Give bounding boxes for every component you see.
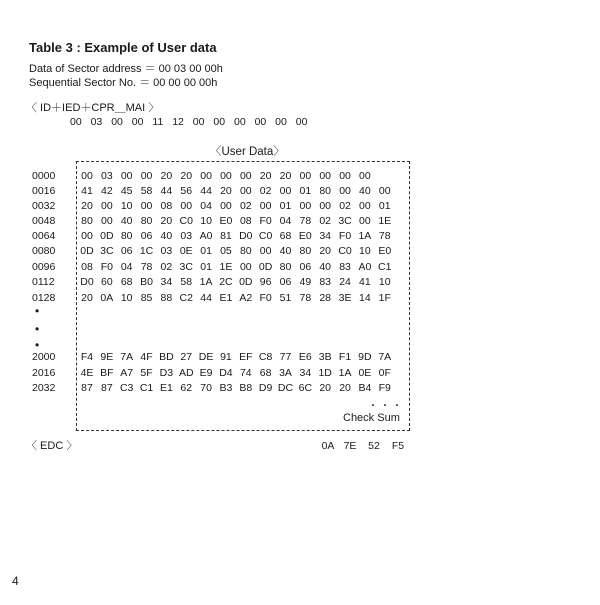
hex-byte: 02 [259, 185, 272, 197]
hex-byte: 80 [120, 230, 133, 242]
hex-byte: AD [178, 367, 194, 379]
hex-byte: 00 [101, 215, 113, 227]
hex-byte: 1C [139, 245, 154, 257]
hex-byte: 62 [180, 382, 193, 394]
hex-byte: 80 [319, 185, 332, 197]
hex-byte: B0 [140, 276, 153, 288]
hex-byte: 58 [140, 185, 153, 197]
hex-byte: C1 [139, 382, 154, 394]
hex-byte: 68 [259, 367, 272, 379]
hex-byte: 24 [339, 276, 351, 288]
hex-byte: 44 [160, 185, 173, 197]
hex-byte: D0 [80, 276, 94, 288]
hex-byte: 00 [200, 170, 212, 182]
hex-byte: 00 [180, 200, 193, 212]
hex-byte: 80 [239, 245, 252, 257]
hex-byte: 06 [299, 261, 312, 273]
edc-byte: 7E [343, 440, 357, 452]
hex-byte: B3 [219, 382, 233, 394]
hex-byte: 91 [220, 351, 232, 363]
hex-byte: 3C [338, 215, 352, 227]
hex-byte: 10 [200, 215, 212, 227]
hex-byte: 87 [81, 382, 93, 394]
hex-byte: 2C [219, 276, 233, 288]
hex-byte: 56 [180, 185, 193, 197]
hex-byte: 20 [180, 170, 193, 182]
hex-byte: 27 [180, 351, 193, 363]
hex-byte: C0 [179, 215, 193, 227]
hex-byte: 0A [100, 292, 114, 304]
edc-label: 〈 EDC 〉 [26, 440, 78, 452]
sequential-sector-line: Sequential Sector No. ＝ 00 00 00 00h [29, 77, 218, 89]
hex-byte: 1D [318, 367, 332, 379]
edc-byte: F5 [391, 440, 405, 452]
hex-byte: 80 [299, 245, 312, 257]
hex-byte: E9 [199, 367, 213, 379]
hex-byte: 20 [259, 170, 272, 182]
hex-byte: 6C [298, 382, 313, 394]
hex-byte: D4 [219, 367, 233, 379]
hex-byte: 02 [160, 261, 173, 273]
hex-byte: 00 [279, 185, 292, 197]
hex-byte: 34 [319, 230, 332, 242]
hex-byte: 20 [160, 170, 173, 182]
hex-byte: 3C [179, 261, 193, 273]
hex-byte: 1A [338, 367, 352, 379]
sector-address-line: Data of Sector address ＝ 00 03 00 00h [29, 63, 223, 75]
hex-byte: E0 [378, 245, 392, 257]
row-address: 2016 [32, 367, 56, 379]
hex-byte: 96 [259, 276, 272, 288]
hex-byte: 20 [279, 170, 292, 182]
row-address: 0064 [32, 230, 56, 242]
hex-byte: 1A [358, 230, 372, 242]
hex-byte: 0E [358, 367, 372, 379]
hex-byte: 70 [200, 382, 212, 394]
hex-byte: 5F [140, 367, 153, 379]
hex-byte: 1F [378, 292, 391, 304]
hex-byte: 1A [199, 276, 213, 288]
hex-byte: B8 [239, 382, 253, 394]
hex-byte: BD [159, 351, 174, 363]
hex-byte: 1E [219, 261, 233, 273]
hex-byte: 08 [160, 200, 173, 212]
hex-byte: F0 [259, 215, 272, 227]
hex-byte: 0D [258, 261, 273, 273]
hex-byte: 80 [81, 215, 93, 227]
hex-byte: 44 [200, 185, 212, 197]
row-address: 0048 [32, 215, 56, 227]
hex-byte: 00 [140, 170, 153, 182]
ellipsis-dot: • [35, 304, 40, 318]
hex-byte: 20 [81, 200, 93, 212]
hex-byte: 0D [239, 276, 253, 288]
hex-byte: 00 [378, 185, 391, 197]
hex-byte: 01 [378, 200, 391, 212]
hex-byte: 01 [279, 200, 292, 212]
hex-byte: 00 [339, 185, 351, 197]
hex-byte: 78 [140, 261, 153, 273]
hex-byte: 10 [120, 200, 133, 212]
hex-byte: 7A [120, 351, 134, 363]
hex-byte: 20 [81, 292, 93, 304]
hex-byte: 00 [259, 200, 272, 212]
hex-byte: F0 [259, 292, 272, 304]
hex-byte: 10 [120, 292, 133, 304]
ellipsis-dot: • [35, 338, 40, 352]
hex-byte: F9 [378, 382, 391, 394]
hex-byte: EF [239, 351, 253, 363]
hex-byte: C1 [378, 261, 392, 273]
hex-byte: 03 [160, 245, 173, 257]
hex-byte: 01 [200, 261, 212, 273]
hex-byte: 20 [319, 245, 332, 257]
table-title: Table 3 : Example of User data [29, 40, 217, 55]
hex-byte: 04 [200, 200, 212, 212]
user-data-label: 〈User Data〉 [210, 146, 285, 158]
hex-byte: 20 [160, 215, 173, 227]
hex-byte: 68 [279, 230, 292, 242]
hex-byte: 05 [220, 245, 232, 257]
hex-byte: 00 [319, 200, 332, 212]
hex-byte: 41 [81, 185, 93, 197]
hex-byte: 06 [120, 245, 133, 257]
hex-byte: 85 [140, 292, 153, 304]
row-address: 0096 [32, 261, 56, 273]
hex-byte: 77 [279, 351, 292, 363]
hex-byte: 78 [299, 215, 312, 227]
hex-byte: 9E [100, 351, 114, 363]
continuation-dots: ・・・ [368, 401, 404, 412]
hex-byte: 20 [220, 185, 232, 197]
hex-byte: A7 [120, 367, 134, 379]
hex-byte: 00 [81, 230, 93, 242]
hex-byte: E0 [298, 230, 312, 242]
hex-byte: 02 [239, 200, 252, 212]
check-sum-label: Check Sum [343, 412, 400, 424]
row-address: 0000 [32, 170, 56, 182]
hex-byte: 00 [339, 170, 351, 182]
hex-byte: D0 [239, 230, 253, 242]
hex-byte: 00 [259, 245, 272, 257]
hex-byte: 04 [120, 261, 133, 273]
hex-byte: DC [277, 382, 294, 394]
hex-byte: 40 [120, 215, 133, 227]
hex-byte: 00 [299, 170, 312, 182]
hex-byte: 04 [279, 215, 292, 227]
hex-byte: E1 [159, 382, 173, 394]
hex-byte: 20 [319, 382, 332, 394]
edc-byte: 0A [321, 440, 335, 452]
row-address: 0016 [32, 185, 56, 197]
hex-byte: D3 [159, 367, 174, 379]
hex-byte: 68 [120, 276, 133, 288]
hex-byte: 3E [338, 292, 352, 304]
hex-byte: 02 [339, 200, 351, 212]
hex-byte: 34 [160, 276, 173, 288]
row-address: 0128 [32, 292, 56, 304]
hex-byte: 40 [319, 261, 332, 273]
hex-byte: 87 [101, 382, 113, 394]
hex-byte: 03 [180, 230, 193, 242]
hex-byte: 0F [378, 367, 391, 379]
hex-byte: 44 [200, 292, 212, 304]
hex-byte: 83 [339, 261, 351, 273]
hex-byte: E1 [219, 292, 233, 304]
hex-byte: 45 [120, 185, 133, 197]
hex-byte: 00 [101, 200, 113, 212]
hex-byte: 08 [81, 261, 93, 273]
hex-byte: 9D [358, 351, 372, 363]
hex-byte: 7A [378, 351, 392, 363]
ellipsis-dot: • [35, 322, 40, 336]
row-address: 2000 [32, 351, 56, 363]
hex-byte: C2 [179, 292, 193, 304]
hex-byte: 28 [319, 292, 332, 304]
hex-byte: C0 [258, 230, 273, 242]
hex-byte: 4F [140, 351, 153, 363]
id-values: 00 03 00 00 11 12 00 00 00 00 00 00 [70, 116, 308, 128]
hex-byte: A0 [358, 261, 372, 273]
hex-byte: 00 [359, 200, 371, 212]
hex-byte: 81 [220, 230, 232, 242]
hex-byte: 06 [140, 230, 153, 242]
hex-byte: 3B [318, 351, 332, 363]
hex-byte: 40 [160, 230, 173, 242]
hex-byte: 02 [319, 215, 332, 227]
hex-byte: 00 [319, 170, 332, 182]
hex-byte: A0 [199, 230, 213, 242]
hex-byte: 00 [81, 170, 93, 182]
hex-byte: 20 [339, 382, 351, 394]
hex-byte: BF [100, 367, 114, 379]
hex-byte: 14 [359, 292, 371, 304]
hex-byte: E6 [298, 351, 312, 363]
hex-byte: C3 [119, 382, 134, 394]
hex-byte: 40 [359, 185, 371, 197]
hex-byte: 01 [299, 185, 312, 197]
row-address: 0112 [32, 276, 55, 288]
hex-byte: 3A [279, 367, 292, 379]
hex-byte: F4 [80, 351, 94, 363]
hex-byte: 00 [299, 200, 312, 212]
page-number: 4 [12, 574, 19, 588]
hex-byte: 49 [299, 276, 312, 288]
hex-byte: 08 [239, 215, 252, 227]
hex-byte: 42 [101, 185, 113, 197]
hex-byte: 58 [180, 276, 193, 288]
hex-byte: 1E [378, 215, 392, 227]
hex-byte: 03 [101, 170, 113, 182]
hex-byte: C0 [338, 245, 352, 257]
hex-byte: F1 [338, 351, 352, 363]
hex-byte: 00 [220, 170, 232, 182]
hex-byte: E0 [219, 215, 233, 227]
hex-byte: C8 [258, 351, 273, 363]
hex-byte: 00 [239, 261, 252, 273]
hex-byte: 40 [279, 245, 292, 257]
hex-byte: 80 [140, 215, 153, 227]
hex-byte: 06 [279, 276, 292, 288]
hex-byte: 00 [239, 170, 252, 182]
hex-byte: 00 [140, 200, 153, 212]
hex-byte: F0 [100, 261, 113, 273]
row-address: 2032 [32, 382, 56, 394]
hex-byte: 78 [378, 230, 391, 242]
edc-byte: 52 [368, 440, 380, 452]
hex-byte: 00 [220, 200, 232, 212]
hex-byte: 01 [200, 245, 212, 257]
id-label: 〈 ID＋IED＋CPR＿MAI 〉 [26, 102, 160, 114]
hex-byte: 3C [100, 245, 114, 257]
hex-byte: 78 [299, 292, 312, 304]
hex-byte: D9 [258, 382, 273, 394]
hex-byte: 0D [100, 230, 114, 242]
hex-byte: 34 [299, 367, 312, 379]
row-address: 0032 [32, 200, 56, 212]
hex-byte: B4 [358, 382, 372, 394]
hex-byte: 00 [239, 185, 252, 197]
hex-byte: 83 [319, 276, 332, 288]
hex-byte: 0D [80, 245, 94, 257]
hex-byte: 4E [80, 367, 94, 379]
row-address: 0080 [32, 245, 56, 257]
hex-byte: F0 [338, 230, 352, 242]
hex-byte: 41 [359, 276, 371, 288]
hex-byte: 0E [179, 245, 193, 257]
hex-byte: 88 [160, 292, 173, 304]
hex-byte: 80 [279, 261, 292, 273]
hex-byte: 60 [101, 276, 113, 288]
hex-byte: 10 [359, 245, 371, 257]
hex-byte: 00 [359, 170, 371, 182]
hex-byte: 51 [279, 292, 292, 304]
hex-byte: 00 [359, 215, 371, 227]
hex-byte: 10 [378, 276, 391, 288]
hex-byte: 00 [120, 170, 133, 182]
hex-byte: 74 [239, 367, 252, 379]
hex-byte: A2 [239, 292, 253, 304]
hex-byte: DE [198, 351, 214, 363]
